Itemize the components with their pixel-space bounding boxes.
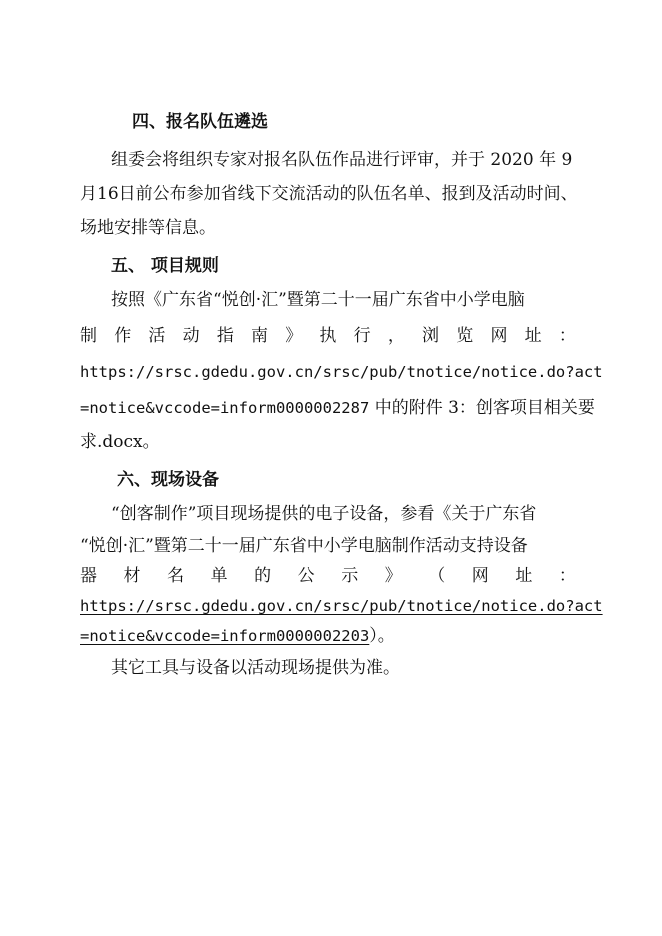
spread-char: 制 [80, 326, 97, 346]
section-6-line-1: “创客制作”项目现场提供的电子设备，参看《关于广东省 [111, 504, 537, 524]
notice-link-part-2[interactable]: =notice&vccode=inform0000002203 [80, 627, 370, 645]
spread-char: 执 [319, 326, 337, 346]
spread-char: 名 [167, 566, 185, 586]
spread-char: 作 [114, 326, 132, 346]
spread-char: ， [387, 326, 405, 346]
spread-char: （ [428, 566, 446, 586]
section-6-line-2: “悦创·汇”暨第二十一届广东省中小学电脑制作活动支持设备 [80, 536, 528, 556]
section-5-line-4-tail: 中的附件 3：创客项目相关要 [369, 398, 595, 418]
spread-char: 》 [384, 566, 402, 586]
spread-char: 材 [123, 566, 141, 586]
spread-char: 指 [216, 326, 234, 346]
spread-char: 单 [210, 566, 228, 586]
spread-char: 址 [515, 566, 533, 586]
spread-char: 网 [490, 326, 508, 346]
section-5-line-1: 按照《广东省“悦创·汇”暨第二十一届广东省中小学电脑 [111, 290, 525, 310]
spread-char: 示 [341, 566, 359, 586]
section-4-line-3: 场地安排等信息。 [80, 218, 216, 238]
section-4-heading: 四、报名队伍遴选 [132, 112, 268, 132]
spread-char: 的 [254, 566, 272, 586]
spread-char: ： [558, 566, 576, 586]
section-5-url-part-2: =notice&vccode=inform0000002287 [80, 399, 370, 417]
section-4-line-1: 组委会将组织专家对报名队伍作品进行评审，并于 2020 年 9 [111, 150, 573, 170]
section-5-spread-line [80, 326, 576, 346]
spread-char: 活 [148, 326, 166, 346]
section-5-heading: 五、 项目规则 [111, 256, 219, 276]
spread-char: 南 [251, 326, 269, 346]
notice-link-part-1[interactable]: https://srsc.gdedu.gov.cn/srsc/pub/tnotice/notice.do?act [80, 597, 603, 615]
spread-char: 网 [471, 566, 489, 586]
spread-char: 器 [80, 566, 97, 586]
section-6-link-line-1[interactable] [80, 596, 603, 616]
spread-char: ： [558, 326, 576, 346]
section-5-line-5: 求.docx。 [80, 432, 160, 452]
section-6-link-line-2 [80, 626, 395, 646]
spread-char: 行 [353, 326, 371, 346]
spread-char: 公 [297, 566, 315, 586]
spread-char: 址 [524, 326, 542, 346]
spread-char: 览 [456, 326, 474, 346]
spread-char: 动 [182, 326, 200, 346]
section-6-heading: 六、现场设备 [117, 470, 219, 490]
section-5-url-line-1: https://srsc.gdedu.gov.cn/srsc/pub/tnotice/notice.do?act [80, 363, 603, 381]
section-5-url-line-2 [80, 398, 595, 418]
section-6-line-6: 其它工具与设备以活动现场提供为准。 [111, 658, 400, 678]
section-4-line-2: 月16日前公布参加省线下交流活动的队伍名单、报到及活动时间、 [80, 184, 578, 204]
spread-char: 》 [285, 326, 303, 346]
section-6-spread-line [80, 566, 576, 586]
spread-char: 浏 [422, 326, 440, 346]
section-6-link-tail: ）。 [369, 626, 395, 646]
